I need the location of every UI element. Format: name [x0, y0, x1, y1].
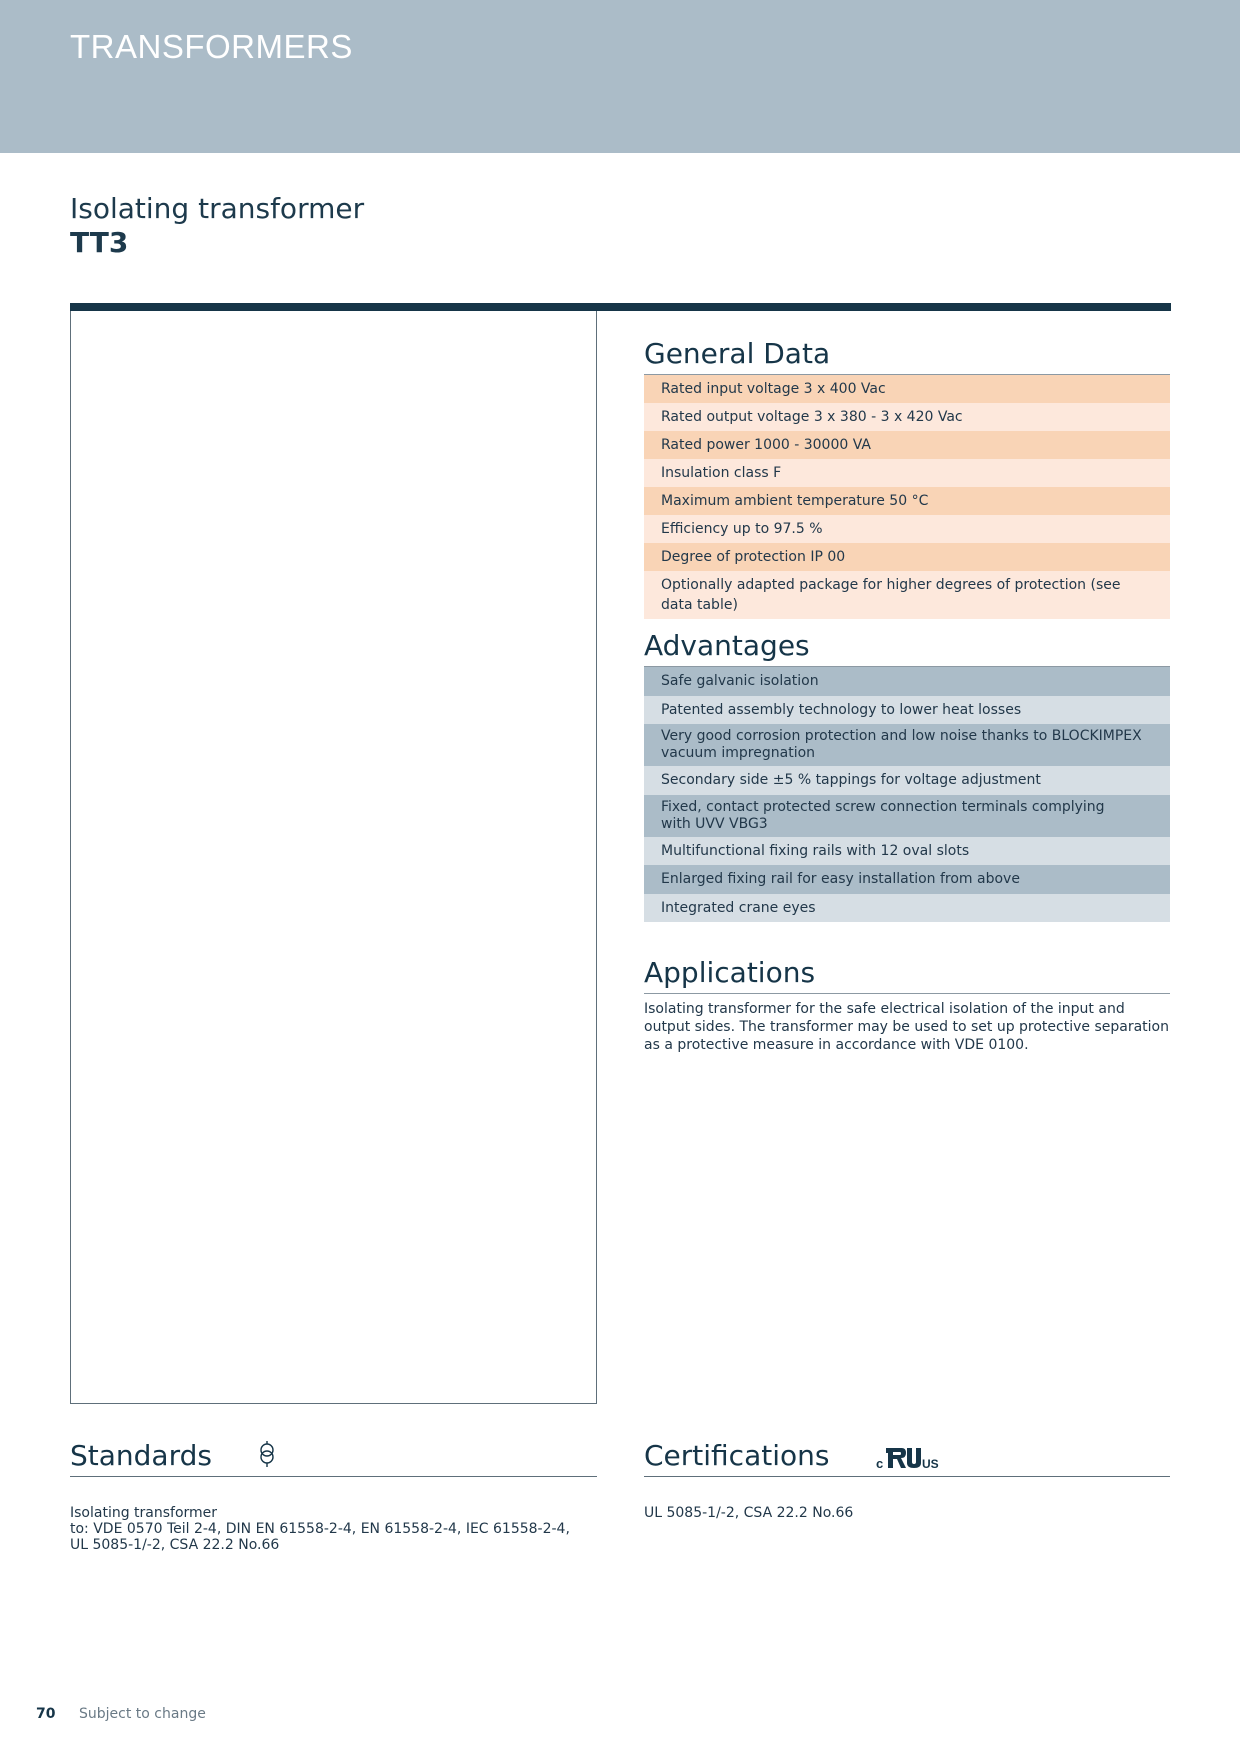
list-item: Safe galvanic isolation	[644, 667, 1170, 696]
applications-section	[644, 956, 1170, 1054]
cert-mark-suffix: US	[922, 1457, 939, 1471]
standards-title-row	[70, 1438, 597, 1477]
list-item: Insulation class F	[644, 459, 1170, 487]
certifications-title: Certifications	[644, 1439, 830, 1472]
footer-note: Subject to change	[79, 1706, 206, 1722]
list-item: Very good corrosion protection and low noise thanks to BLOCKIMPEX vacuum impregnation	[644, 724, 1170, 766]
list-item: Rated output voltage 3 x 380 - 3 x 420 Vac	[644, 403, 1170, 431]
standards-title: Standards	[70, 1439, 212, 1472]
general-data-section	[644, 337, 1170, 619]
list-item: Degree of protection IP 00	[644, 543, 1170, 571]
advantages-section	[644, 629, 1170, 922]
list-item: Patented assembly technology to lower heat losses	[644, 696, 1170, 725]
list-item: Optionally adapted package for higher degrees of protection (see data table)	[644, 571, 1170, 619]
cul-us-mark-icon	[876, 1444, 940, 1472]
advantages-title: Advantages	[644, 629, 1170, 667]
page-number: 70	[36, 1706, 56, 1722]
cert-mark-prefix: c	[876, 1456, 884, 1471]
certifications-section	[644, 1438, 1170, 1521]
section-title: TRANSFORMERS	[70, 28, 353, 65]
list-item: Maximum ambient temperature 50 °C	[644, 487, 1170, 515]
certifications-title-row	[644, 1438, 1170, 1477]
standards-section	[70, 1438, 597, 1553]
product-image-frame	[70, 311, 597, 1404]
product-subtitle: Isolating transformer	[70, 192, 365, 225]
list-item: Enlarged fixing rail for easy installation from above	[644, 865, 1170, 894]
general-data-title: General Data	[644, 337, 1170, 375]
certifications-text: UL 5085-1/-2, CSA 22.2 No.66	[644, 1505, 854, 1521]
list-item: Efficiency up to 97.5 %	[644, 515, 1170, 543]
list-item: Secondary side ±5 % tappings for voltage adjustment	[644, 766, 1170, 795]
header-band	[0, 0, 1240, 153]
applications-text: Isolating transformer for the safe electrical isolation of the input and output sides. The transformer may be used to set up protective separation as a protective measure in accordance with VDE 0100.	[644, 1001, 1169, 1053]
advantages-list	[644, 667, 1170, 922]
transformer-symbol-icon	[256, 1440, 278, 1470]
product-name: TT3	[70, 226, 129, 259]
general-data-list	[644, 375, 1170, 619]
top-rule	[70, 303, 1171, 311]
list-item: Rated input voltage 3 x 400 Vac	[644, 375, 1170, 403]
list-item: Rated power 1000 - 30000 VA	[644, 431, 1170, 459]
list-item: Integrated crane eyes	[644, 894, 1170, 923]
applications-title: Applications	[644, 956, 1170, 994]
list-item: Fixed, contact protected screw connection terminals complying with UVV VBG3	[644, 795, 1170, 837]
list-item: Multifunctional fixing rails with 12 oval slots	[644, 837, 1170, 866]
standards-text: Isolating transformer to: VDE 0570 Teil 2-4, DIN EN 61558-2-4, EN 61558-2-4, IEC 61558-2-4, UL 5085-1/-2, CSA 22.2 No.66	[70, 1505, 570, 1553]
